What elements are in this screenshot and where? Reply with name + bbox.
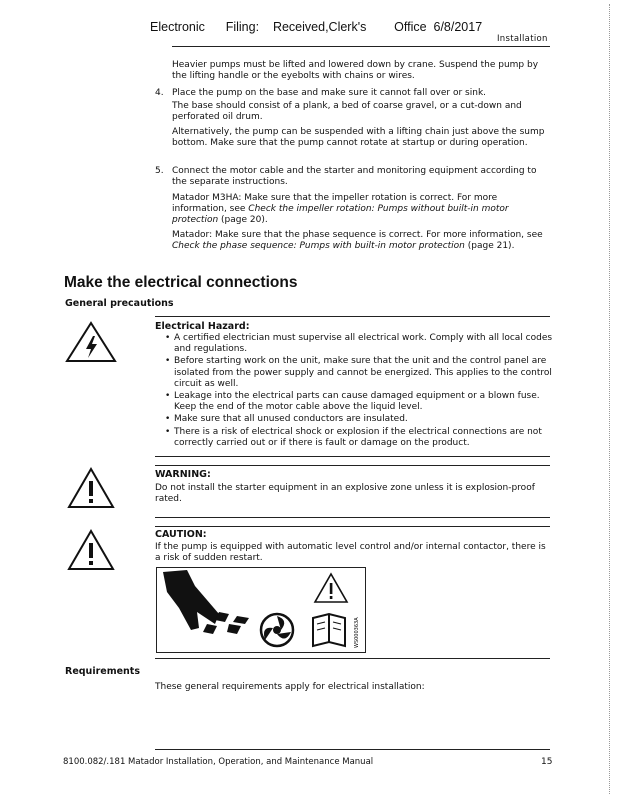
hazard-bullet: • Make sure that all unused conductors are insulated. xyxy=(174,414,562,425)
page-number: 15 xyxy=(541,757,553,767)
sudden-restart-pictogram xyxy=(157,568,365,652)
section-heading: Make the electrical connections xyxy=(64,274,298,291)
warning-top-rule xyxy=(155,465,550,466)
step-5-para-1 xyxy=(172,193,550,227)
caution-top-rule xyxy=(155,526,550,527)
hand-icon xyxy=(163,570,249,634)
warning-title: WARNING: xyxy=(155,469,211,480)
step-5-para-2-text: Matador: Make sure that the phase sequence is correct. For more information, see xyxy=(172,230,543,240)
requirements-text: These general requirements apply for electrical installation: xyxy=(155,682,425,692)
filing-stamp: Electronic Filing: Received,Clerk's Office 6/8/2017 xyxy=(150,20,483,34)
caution-icon xyxy=(66,528,116,572)
step-5-para-1-text: Matador M3HA: Make sure that the impeller rotation is correct. For more information, see xyxy=(172,193,498,215)
step-5-text: Connect the motor cable and the starter and monitoring equipment according to the separate instructions. xyxy=(172,166,537,188)
footer-rule xyxy=(155,749,550,750)
hazard-bullet: • A certified electrician must supervise all electrical work. Comply with all local codes and regulations. xyxy=(174,333,562,355)
step-5-number: 5. xyxy=(155,166,164,176)
header-rule xyxy=(172,46,550,47)
hazard-bullet: • Before starting work on the unit, make sure that the unit and the control panel are isolated from the power supply and cannot be energized. This applies to the control circuit as well. xyxy=(174,356,562,390)
subheading-general-precautions: General precautions xyxy=(65,298,174,309)
electrical-hazard-icon xyxy=(64,320,118,364)
hazard-top-rule xyxy=(155,316,550,317)
restart-pictogram-box xyxy=(156,567,366,653)
step-4-para-1: The base should consist of a plank, a bed of coarse gravel, or a cut-down and perforated oil drum. xyxy=(172,101,522,123)
intro-continuation: Heavier pumps must be lifted and lowered down by crane. Suspend the pump by the lifting handle or the eyebolts with chains or wires. xyxy=(172,60,539,82)
warning-icon xyxy=(66,466,116,510)
step-4-para-2: Alternatively, the pump can be suspended with a lifting chain just above the sump bottom. Make sure that the pump cannot rotate at startup or during operation. xyxy=(172,127,545,149)
step-5-para-1-page: (page 20). xyxy=(218,215,268,226)
footer-text: 8100.082/.181 Matador Installation, Operation, and Maintenance Manual xyxy=(63,757,374,767)
caution-text: If the pump is equipped with automatic level control and/or internal contactor, there is a risk of sudden restart. xyxy=(155,542,546,564)
step-5-para-2-page: (page 21). xyxy=(464,241,515,252)
warning-small-icon xyxy=(315,574,347,602)
caution-title: CAUTION: xyxy=(155,529,207,540)
step-5-para-1-ref[interactable]: Check the impeller rotation: Pumps without built-in motor protection xyxy=(172,204,509,226)
page-edge-line xyxy=(609,4,611,794)
manual-book-icon xyxy=(313,614,345,646)
step-4-text: Place the pump on the base and make sure it cannot fall over or sink. xyxy=(172,88,487,98)
requirements-label: Requirements xyxy=(65,666,141,677)
impeller-icon xyxy=(261,614,293,646)
hazard-title: Electrical Hazard: xyxy=(155,321,250,332)
hazard-bullet: • Leakage into the electrical parts can cause damaged equipment or a blown fuse. Keep the end of the motor cable above the liquid level. xyxy=(174,391,562,413)
hazard-bottom-rule xyxy=(155,456,550,457)
caution-bottom-rule xyxy=(155,658,550,659)
hazard-bullet-list xyxy=(162,333,562,450)
section-tag: Installation xyxy=(497,34,548,44)
step-4-number: 4. xyxy=(155,88,164,98)
warning-text: Do not install the starter equipment in an explosive zone unless it is explosion-proof rated. xyxy=(155,483,535,505)
hazard-bullet: • There is a risk of electrical shock or explosion if the electrical connections are not correctly carried out or if there is fault or damage on the product. xyxy=(174,427,562,449)
figure-code: WS000363A xyxy=(354,617,360,648)
step-5-para-2-ref[interactable]: Check the phase sequence: Pumps with built-in motor protection xyxy=(172,241,465,252)
warning-bottom-rule xyxy=(155,517,550,518)
step-5-para-2 xyxy=(172,230,550,252)
